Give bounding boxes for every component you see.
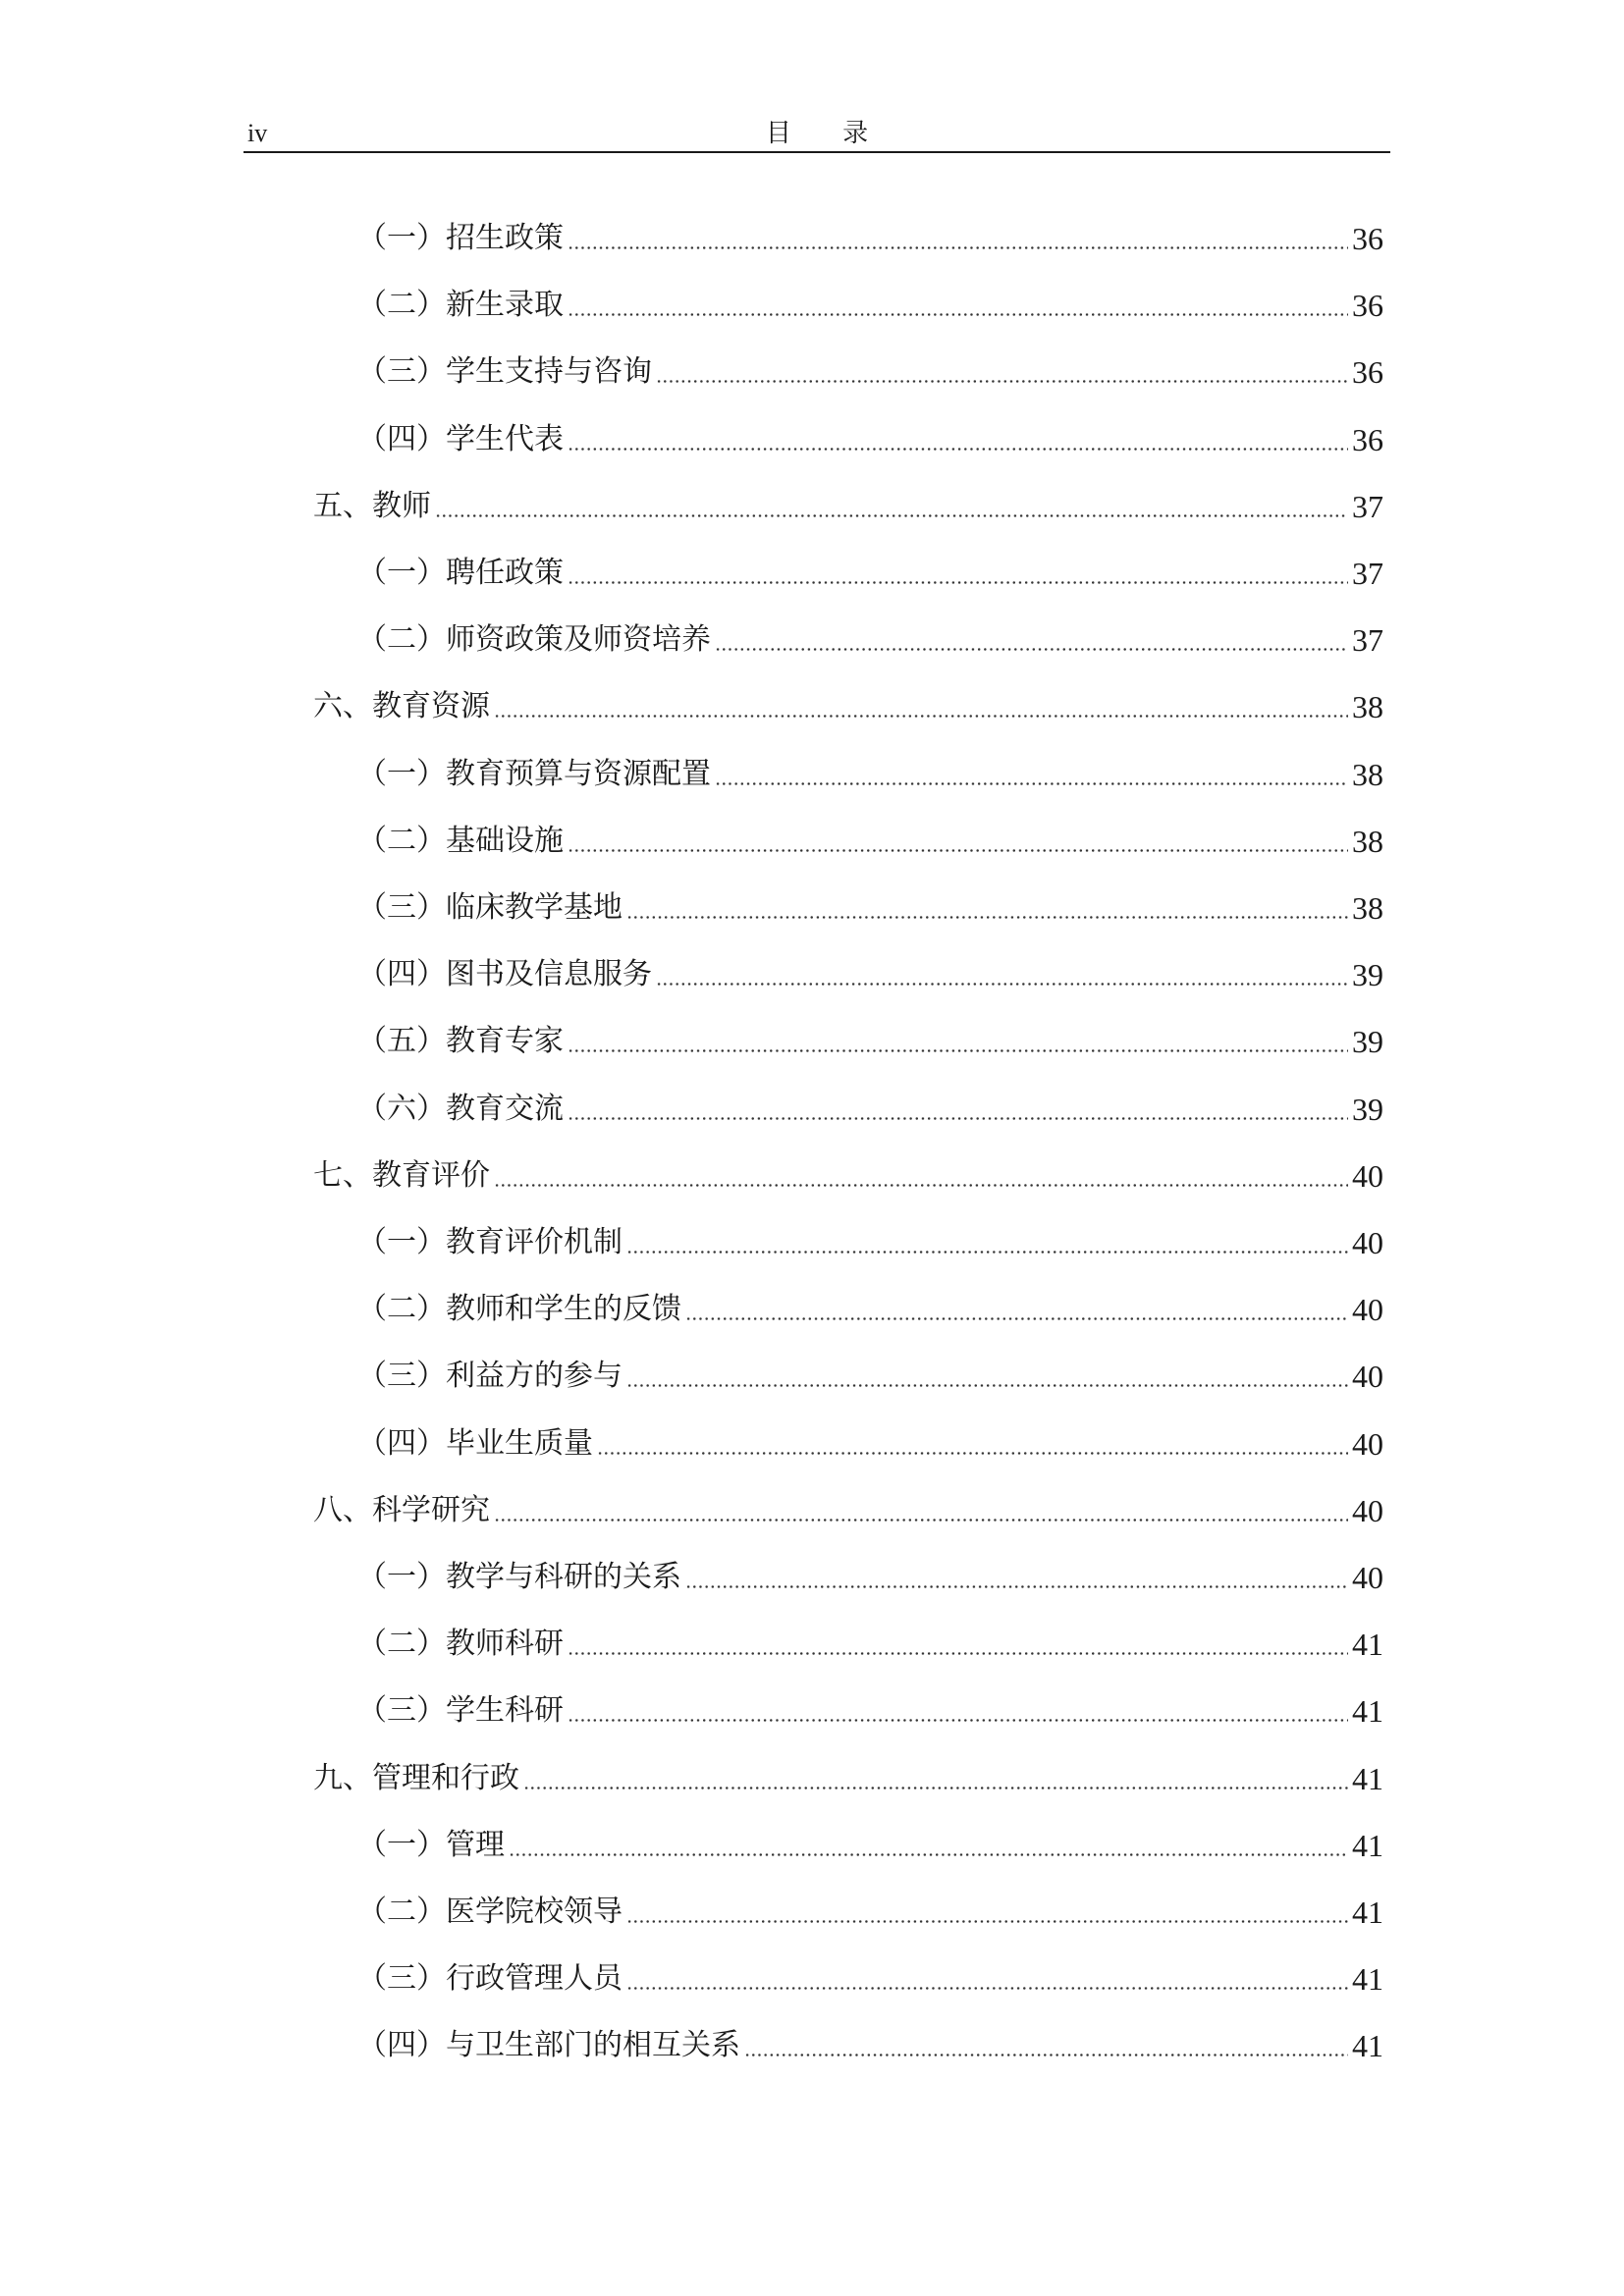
toc-dot-leader <box>568 1049 1348 1052</box>
toc-entry-page-number: 39 <box>1352 1024 1383 1060</box>
page-number: iv <box>247 119 268 147</box>
toc-entry-label: （四）学生代表 <box>357 421 564 456</box>
toc-subsection-entry[interactable] <box>357 1685 1383 1731</box>
toc-entry-label: （三）利益方的参与 <box>357 1359 623 1394</box>
toc-dot-leader <box>568 1652 1348 1655</box>
toc-dot-leader <box>626 1920 1348 1923</box>
toc-entry-label: 七、教育评价 <box>313 1157 490 1193</box>
toc-entry-label: （二）教师和学生的反馈 <box>357 1292 681 1327</box>
toc-dot-leader <box>568 849 1348 852</box>
toc-section-entry[interactable] <box>313 1150 1383 1196</box>
toc-dot-leader <box>715 782 1348 785</box>
toc-subsection-entry[interactable] <box>357 1820 1383 1865</box>
toc-dot-leader <box>568 1117 1348 1120</box>
toc-entry-label: （六）教育交流 <box>357 1091 564 1126</box>
toc-entry-label: （五）教育专家 <box>357 1024 564 1059</box>
toc-entry-label: （一）管理 <box>357 1827 505 1862</box>
toc-subsection-entry[interactable] <box>357 213 1383 258</box>
toc-entry-page-number: 40 <box>1352 1425 1383 1462</box>
toc-entry-page-number: 38 <box>1352 756 1383 792</box>
toc-subsection-entry[interactable] <box>357 749 1383 794</box>
toc-entry-page-number: 37 <box>1352 622 1383 659</box>
toc-dot-leader <box>626 1251 1348 1254</box>
toc-entry-label: （三）学生支持与咨询 <box>357 354 652 390</box>
toc-subsection-entry[interactable] <box>357 1084 1383 1129</box>
toc-entry-label: （四）图书及信息服务 <box>357 957 652 992</box>
toc-entry-label: （一）聘任政策 <box>357 556 564 590</box>
toc-entry-page-number: 41 <box>1352 1827 1383 1863</box>
toc-dot-leader <box>656 380 1348 383</box>
toc-dot-leader <box>435 514 1348 517</box>
toc-entry-page-number: 40 <box>1352 1560 1383 1595</box>
toc-dot-leader <box>597 1452 1348 1455</box>
toc-entry-label: 八、科学研究 <box>313 1492 490 1527</box>
toc-entry-label: （一）教育预算与资源配置 <box>357 756 711 791</box>
toc-entry-label: （二）教师科研 <box>357 1627 564 1662</box>
toc-subsection-entry[interactable] <box>357 1284 1383 1329</box>
toc-dot-leader <box>626 1987 1348 1990</box>
toc-entry-page-number: 37 <box>1352 488 1383 524</box>
toc-entry-page-number: 41 <box>1352 1760 1383 1796</box>
toc-entry-page-number: 40 <box>1352 1157 1383 1194</box>
toc-entry-label: （一）招生政策 <box>357 221 564 255</box>
toc-subsection-entry[interactable] <box>357 1552 1383 1597</box>
toc-entry-page-number: 41 <box>1352 1627 1383 1663</box>
toc-dot-leader <box>494 1184 1348 1187</box>
toc-entry-page-number: 41 <box>1352 1895 1383 1930</box>
toc-entry-page-number: 41 <box>1352 1693 1383 1730</box>
page-header <box>244 116 1390 153</box>
toc-dot-leader <box>626 1384 1348 1387</box>
toc-dot-leader <box>509 1853 1348 1856</box>
page-title: 目 录 <box>765 119 891 148</box>
toc-section-entry[interactable] <box>313 1753 1383 1798</box>
toc-dot-leader <box>715 648 1348 651</box>
toc-entry-label: （二）师资政策及师资培养 <box>357 622 711 658</box>
toc-subsection-entry[interactable] <box>357 347 1383 392</box>
toc-dot-leader <box>523 1787 1348 1789</box>
toc-entry-label: 九、管理和行政 <box>313 1760 519 1795</box>
toc-entry-label: （二）医学院校领导 <box>357 1895 623 1929</box>
toc-entry-label: （四）与卫生部门的相互关系 <box>357 2028 740 2063</box>
toc-entry-label: （一）教育评价机制 <box>357 1225 623 1259</box>
toc-subsection-entry[interactable] <box>357 548 1383 593</box>
toc-subsection-entry[interactable] <box>357 1953 1383 1999</box>
toc-entry-page-number: 36 <box>1352 354 1383 391</box>
toc-entry-label: （二）新生录取 <box>357 288 564 323</box>
toc-section-entry[interactable] <box>313 481 1383 526</box>
toc-entry-label: （一）教学与科研的关系 <box>357 1560 681 1594</box>
toc-dot-leader <box>568 581 1348 584</box>
toc-entry-label: （二）基础设施 <box>357 823 564 858</box>
toc-entry-page-number: 36 <box>1352 288 1383 324</box>
toc-subsection-entry[interactable] <box>357 949 1383 994</box>
toc-entry-label: （三）学生科研 <box>357 1693 564 1729</box>
toc-entry-page-number: 41 <box>1352 1961 1383 1998</box>
toc-entry-page-number: 40 <box>1352 1359 1383 1395</box>
toc-dot-leader <box>656 983 1348 986</box>
toc-subsection-entry[interactable] <box>357 414 1383 459</box>
toc-subsection-entry[interactable] <box>357 1351 1383 1396</box>
toc-entry-label: （三）临床教学基地 <box>357 890 623 925</box>
toc-subsection-entry[interactable] <box>357 614 1383 660</box>
toc-section-entry[interactable] <box>313 681 1383 726</box>
toc-dot-leader <box>494 1519 1348 1522</box>
toc-subsection-entry[interactable] <box>357 1887 1383 1932</box>
toc-entry-page-number: 40 <box>1352 1492 1383 1528</box>
toc-subsection-entry[interactable] <box>357 816 1383 861</box>
toc-entry-label: 六、教育资源 <box>313 689 490 724</box>
toc-entry-page-number: 40 <box>1352 1292 1383 1328</box>
toc-dot-leader <box>685 1585 1348 1588</box>
toc-dot-leader <box>568 313 1348 316</box>
toc-entry-label: （三）行政管理人员 <box>357 1961 623 1997</box>
toc-subsection-entry[interactable] <box>357 882 1383 928</box>
toc-dot-leader <box>568 448 1348 451</box>
toc-dot-leader <box>744 2054 1348 2056</box>
toc-entry-page-number: 39 <box>1352 957 1383 993</box>
toc-subsection-entry[interactable] <box>357 280 1383 325</box>
toc-dot-leader <box>494 715 1348 718</box>
toc-dot-leader <box>568 246 1348 249</box>
toc-subsection-entry[interactable] <box>357 1619 1383 1664</box>
toc-subsection-entry[interactable] <box>357 1016 1383 1061</box>
toc-dot-leader <box>685 1317 1348 1320</box>
toc-dot-leader <box>568 1719 1348 1722</box>
toc-subsection-entry[interactable] <box>357 1217 1383 1262</box>
toc-dot-leader <box>626 916 1348 919</box>
toc-entry-page-number: 39 <box>1352 1091 1383 1127</box>
toc-entry-page-number: 36 <box>1352 221 1383 256</box>
toc-entry-page-number: 36 <box>1352 421 1383 457</box>
toc-entry-label: （四）毕业生质量 <box>357 1425 593 1461</box>
toc-subsection-entry[interactable] <box>357 1418 1383 1464</box>
toc-entry-page-number: 37 <box>1352 556 1383 591</box>
toc-entry-page-number: 38 <box>1352 689 1383 725</box>
toc-entry-page-number: 40 <box>1352 1225 1383 1260</box>
toc-entry-label: 五、教师 <box>313 488 431 523</box>
toc-subsection-entry[interactable] <box>357 2020 1383 2065</box>
toc-section-entry[interactable] <box>313 1485 1383 1530</box>
toc-entry-page-number: 38 <box>1352 890 1383 926</box>
toc-entry-page-number: 38 <box>1352 823 1383 859</box>
toc-entry-page-number: 41 <box>1352 2028 1383 2064</box>
